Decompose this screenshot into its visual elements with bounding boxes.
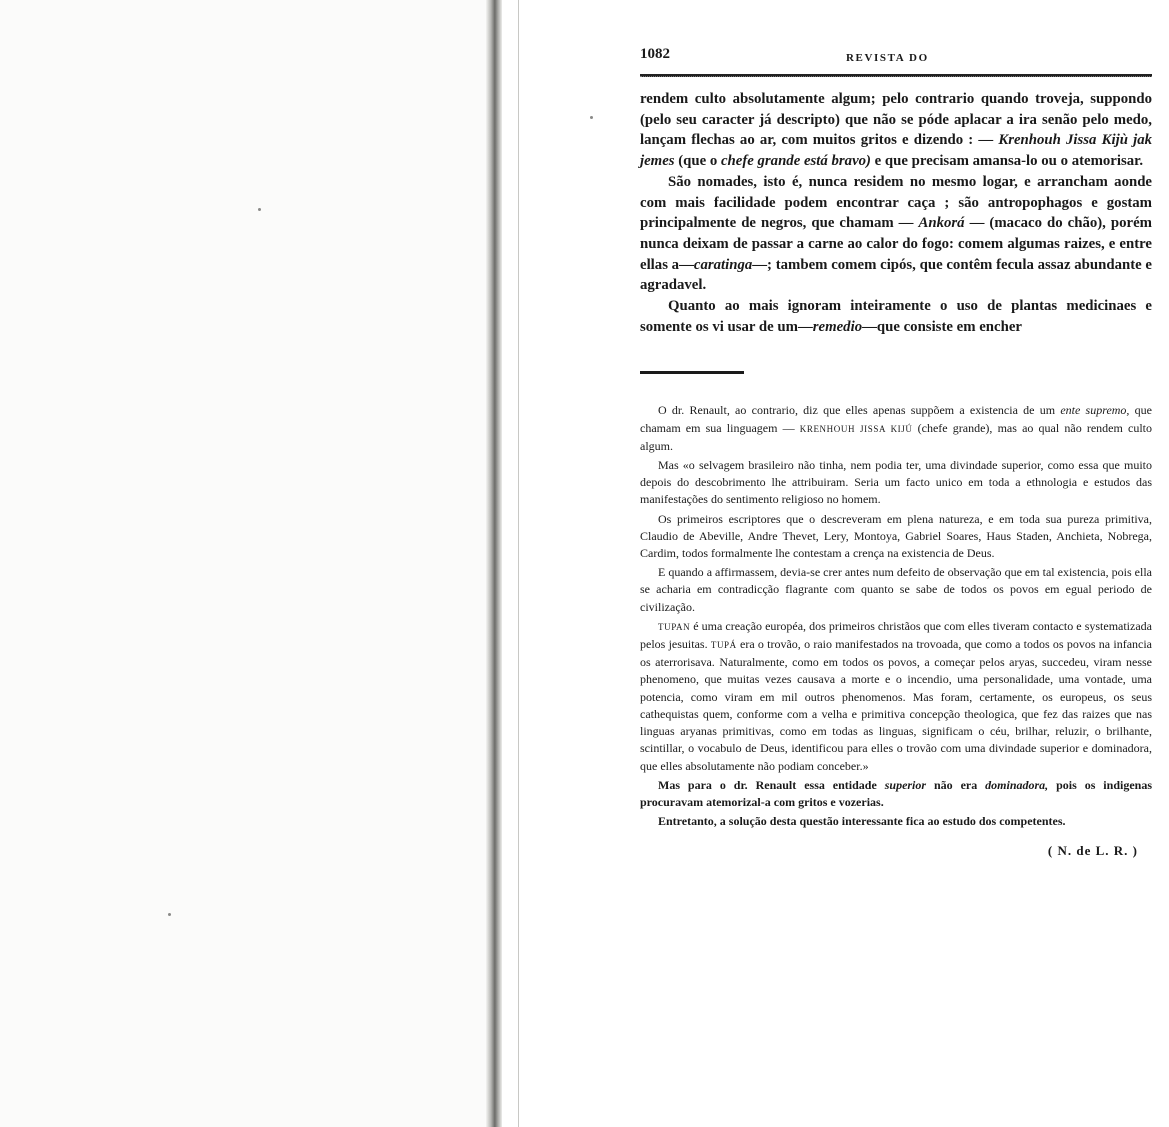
gutter-edge-line: [518, 0, 519, 1127]
page-number: 1082: [640, 46, 670, 62]
paragraph-3: Quanto ao mais ignoram inteiramente o uso de plantas medicinaes e somente os vi usar de um—remedio—que consiste em encher: [640, 298, 1152, 335]
paragraph-2: São nomades, isto é, nunca residem no mesmo logar, e arrancham aonde com mais facilidade podem encontrar caça ; são antropophagos e gostam principalmente de negros, que chamam — Ankorá — (macaco do chão), porém nunca deixam de passar a carne ao calor do fogo: comem algumas raizes, e entre ellas a—caratinga—; tambem comem cipós, que contêm fecula assaz abundante e agradavel.: [640, 173, 1152, 294]
running-head: [640, 40, 1152, 70]
footnote-paragraph-6: Mas para o dr. Renault essa entidade superior não era dominadora, pois os indigenas procuravam atemorizal-a com gritos e vozerias.: [640, 777, 1152, 809]
book-gutter: [486, 0, 502, 1127]
main-text: [640, 89, 1152, 337]
footnote-paragraph-4: E quando a affirmassem, devia-se crer antes num defeito de observação que em tal existencia, pois ella se acharia em contradicção flagrante com quanto se sabe de todos os povos em egual periodo de civilização.: [640, 565, 1152, 614]
footnote-paragraph-5: TUPAN é uma creação européa, dos primeiros christãos que com elles tiveram contacto e systematizada pelos jesuitas. TUPÁ era o trovão, o raio manifestados na trovoada, que como a todos os povos na infancia os aterrorisava. Naturalmente, como em todos os povos, a começar pelos aryas, succedeu, viram nesse phenomeno, que muitas vezes causava a morte e o incendio, uma personalidade, uma vontade, uma potencia, como viram em mil outros phenomenos. Mas foram, certamente, os europeus, os seus cathequistas quem, conforme com a velha e primitiva concepção theologica, que fez das raizes que nas linguas aryanas primitivas, como em todas as linguas, significam o céu, brilhar, reluzir, o brilhante, scintillar, o vocabulo de Deus, identificou para elles o trovão com uma divindade superior e dominadora, que elles absolutamente não podiam conceber.»: [640, 618, 1153, 773]
footnote-paragraph-3: Os primeiros escriptores que o descreveram em plena natureza, e em toda sua pureza primitiva, Claudio de Abeville, Andre Thevet, Lery, Montoya, Gabriel Soares, Haus Staden, Anchieta, Nobrega, Cardim, todos formalmente lhe contestam a crença na existencia de Deus.: [640, 511, 1152, 561]
paper-speck: [590, 116, 593, 119]
footnote-paragraph-7: Entretanto, a solução desta questão interessante fica ao estudo dos competentes.: [658, 814, 1066, 829]
header-rule: [640, 74, 1152, 77]
paragraph-1: rendem culto absolutamente algum; pelo contrario quando troveja, suppondo (pelo seu caracter já descripto) que não se póde aplacar a ira senão pelo medo, lançam flechas ao ar, com muitos gritos e dizendo : — Krenhouh Jissa Kijù jak jemes (que o chefe grande está bravo) e que precisam amansa-lo ou o atemorisar.: [640, 91, 1153, 170]
footnote: [640, 402, 1152, 859]
right-page: [640, 40, 1152, 860]
paper-speck: [168, 913, 171, 916]
footnote-paragraph-1: O dr. Renault, ao contrario, diz que elles apenas suppõem a existencia de um ente supremo, que chamam em sua linguagem — KRENHOUH JISSA KIJÚ (chefe grande), mas ao qual não rendem culto algum.: [640, 403, 1153, 453]
footnote-rule: [640, 371, 744, 374]
editor-signature: ( N. de L. R. ): [1047, 843, 1138, 859]
paper-speck: [258, 208, 261, 211]
left-blank-page: [0, 0, 490, 1127]
running-title: REVISTA DO: [846, 52, 929, 64]
footnote-paragraph-2: Mas «o selvagem brasileiro não tinha, nem podia ter, uma divindade superior, como essa que muito depois do descobrimento lhe attribuiram. Seria um facto unico em toda a ethnologia e estudos das manifestações do sentimento religioso no homem.: [640, 458, 1152, 507]
